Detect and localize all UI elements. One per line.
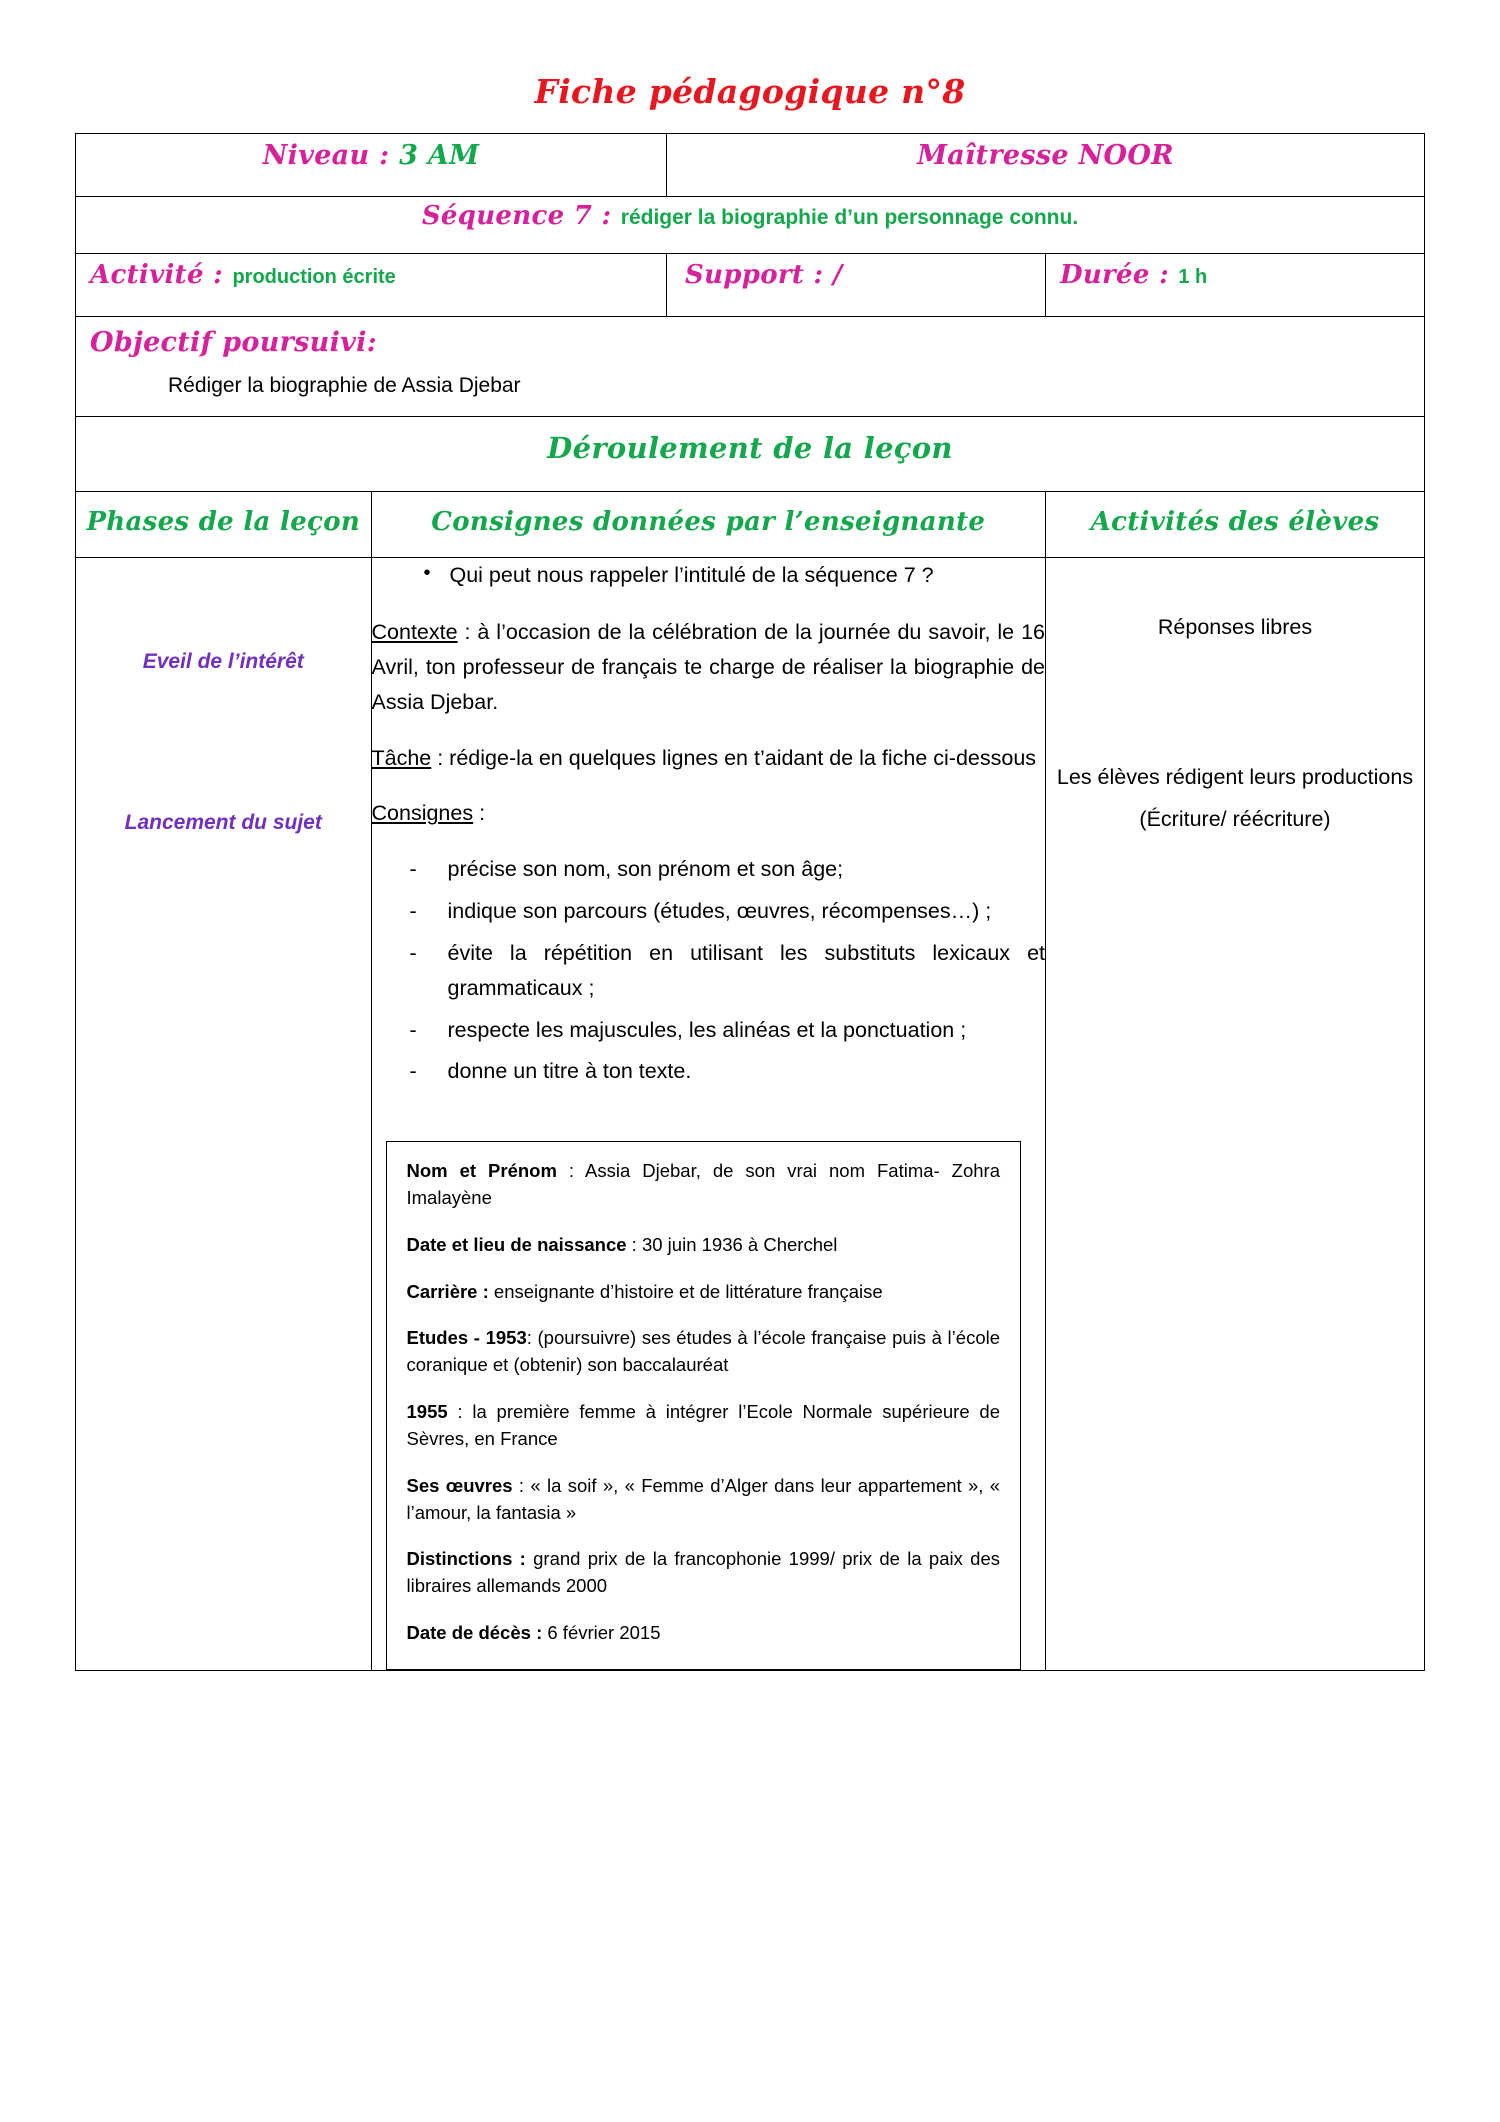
activite-value: production écrite xyxy=(232,266,396,288)
niveau-label: Niveau : xyxy=(262,140,400,171)
bio-value: : « la soif », « Femme d’Alger dans leur appartement », « l’amour, la fantasia » xyxy=(406,1474,1000,1523)
dash-icon: - xyxy=(409,1017,417,1042)
bio-value: : (poursuivre) ses études à l’école française puis à l’école coranique et (obtenir) son baccalauréat xyxy=(406,1327,1001,1376)
bio-value: grand prix de la francophonie 1999/ prix de la paix des libraires allemands 2000 xyxy=(406,1548,1000,1597)
column-header-consignes-cell xyxy=(371,492,1046,558)
column-header-activites-cell xyxy=(1046,492,1425,558)
activite-inner xyxy=(76,254,666,300)
dash-icon: - xyxy=(409,1059,417,1084)
consignes-column-cell xyxy=(371,558,1046,1671)
consignes-list xyxy=(372,852,1046,1089)
sequence-label: Séquence 7 : xyxy=(421,201,621,231)
list-item-text: respecte les majuscules, les alinéas et la ponctuation ; xyxy=(447,1017,967,1042)
bio-row xyxy=(407,1232,1001,1259)
eleves-ecriture: (Écriture/ réécriture) xyxy=(1139,806,1331,831)
activites-column-cell xyxy=(1046,558,1425,1671)
consignes-label: Consignes xyxy=(371,801,474,826)
bio-value: enseignante d’histoire et de littérature française xyxy=(488,1280,883,1302)
list-item-text: donne un titre à ton texte. xyxy=(447,1059,692,1084)
duree-inner xyxy=(1046,254,1424,300)
activite-label: Activité : xyxy=(90,260,233,290)
phase-label-lancement: Lancement du sujet xyxy=(124,810,322,834)
question-bullet-line xyxy=(372,558,1046,593)
teacher-cell xyxy=(667,134,1425,197)
tache-paragraph xyxy=(372,741,1046,776)
bio-value: : 30 juin 1936 à Cherchel xyxy=(626,1233,838,1255)
sequence-cell xyxy=(76,197,1425,254)
bullet-icon: • xyxy=(423,562,431,585)
bio-row xyxy=(407,1325,1001,1379)
objectif-text: Rédiger la biographie de Assia Djebar xyxy=(168,374,521,397)
bio-row xyxy=(407,1399,1001,1453)
lesson-plan-table xyxy=(75,133,1425,1671)
table-row-niveau xyxy=(76,134,1425,197)
phases-column-cell xyxy=(76,558,372,1671)
list-item xyxy=(372,1054,1046,1089)
eleves-response-free: Réponses libres xyxy=(1157,615,1313,640)
support-text: Support : / xyxy=(685,260,843,290)
sequence-text: rédiger la biographie d’un personnage connu. xyxy=(620,206,1079,229)
bio-row xyxy=(407,1158,1001,1212)
column-header-activites: Activités des élèves xyxy=(1090,507,1380,537)
table-row-body xyxy=(76,558,1425,1671)
activite-cell xyxy=(76,254,667,317)
bio-row xyxy=(407,1620,1001,1647)
duree-label: Durée : xyxy=(1060,260,1179,290)
phase-label-eveil: Eveil de l’intérêt xyxy=(142,650,304,674)
objectif-title: Objectif poursuivi: xyxy=(90,327,377,358)
bio-key: Nom et Prénom xyxy=(406,1160,557,1182)
biography-fact-box xyxy=(386,1141,1022,1670)
list-item xyxy=(372,894,1046,929)
bio-value: : la première femme à intégrer l’Ecole Normale supérieure de Sèvres, en France xyxy=(406,1401,1000,1449)
niveau-inner xyxy=(76,134,666,185)
dash-icon: - xyxy=(409,940,417,965)
tache-text: : rédige-la en quelques lignes en t’aidant de la fiche ci-dessous xyxy=(431,745,1037,770)
list-item xyxy=(372,1013,1046,1048)
dash-icon: - xyxy=(409,857,417,882)
bio-key: Date et lieu de naissance xyxy=(406,1233,627,1255)
dash-icon: - xyxy=(409,899,417,924)
list-item-text: indique son parcours (études, œuvres, récompenses…) ; xyxy=(447,899,992,924)
niveau-value: 3 AM xyxy=(399,140,480,171)
duree-value: 1 h xyxy=(1178,266,1208,288)
niveau-cell xyxy=(76,134,667,197)
table-row-deroulement xyxy=(76,417,1425,492)
bio-key: Carrière : xyxy=(406,1280,489,1302)
contexte-text: : à l’occasion de la célébration de la journée du savoir, le 16 Avril, ton professeur de français te charge de réaliser la biographie de Assia Djebar. xyxy=(371,620,1045,714)
bio-key: Distinctions : xyxy=(406,1548,526,1570)
bio-row xyxy=(407,1473,1001,1527)
contexte-paragraph xyxy=(372,615,1046,719)
list-item-text: précise son nom, son prénom et son âge; xyxy=(447,857,844,882)
consignes-colon: : xyxy=(473,801,486,826)
table-row-activite xyxy=(76,254,1425,317)
bio-value: 6 février 2015 xyxy=(542,1621,661,1643)
bio-row xyxy=(407,1546,1001,1600)
table-row-objectif xyxy=(76,317,1425,417)
tache-label: Tâche xyxy=(371,745,432,770)
bio-key: Date de décès : xyxy=(406,1621,543,1643)
column-header-consignes: Consignes données par l’enseignante xyxy=(431,507,986,537)
table-row-sequence xyxy=(76,197,1425,254)
column-header-phases-cell xyxy=(76,492,372,558)
question-text: Qui peut nous rappeler l’intitulé de la séquence 7 ? xyxy=(449,563,934,588)
objectif-cell xyxy=(76,317,1425,417)
table-row-column-headers xyxy=(76,492,1425,558)
eleves-productions: Les élèves rédigent leurs productions xyxy=(1056,765,1414,790)
bio-key: Etudes - 1953 xyxy=(406,1327,527,1349)
bio-row xyxy=(407,1279,1001,1306)
duree-cell xyxy=(1046,254,1425,317)
page-title: Fiche pédagogique n°8 xyxy=(534,72,966,111)
bio-value: : Assia Djebar, de son vrai nom Fatima- Zohra Imalayène xyxy=(406,1160,1001,1209)
teacher-name: Maîtresse NOOR xyxy=(917,140,1174,171)
bio-key: 1955 xyxy=(406,1401,448,1423)
column-header-phases: Phases de la leçon xyxy=(86,507,361,537)
sequence-inner xyxy=(76,197,1424,241)
list-item xyxy=(372,852,1046,887)
list-item xyxy=(372,936,1046,1006)
support-cell xyxy=(667,254,1046,317)
bio-key: Ses œuvres xyxy=(406,1474,513,1496)
deroulement-title: Déroulement de la leçon xyxy=(547,431,953,465)
contexte-label: Contexte xyxy=(371,620,458,645)
list-item-text: évite la répétition en utilisant les substituts lexicaux et grammaticaux ; xyxy=(447,940,1045,1000)
deroulement-cell xyxy=(76,417,1425,492)
consignes-paragraph xyxy=(372,796,1046,831)
